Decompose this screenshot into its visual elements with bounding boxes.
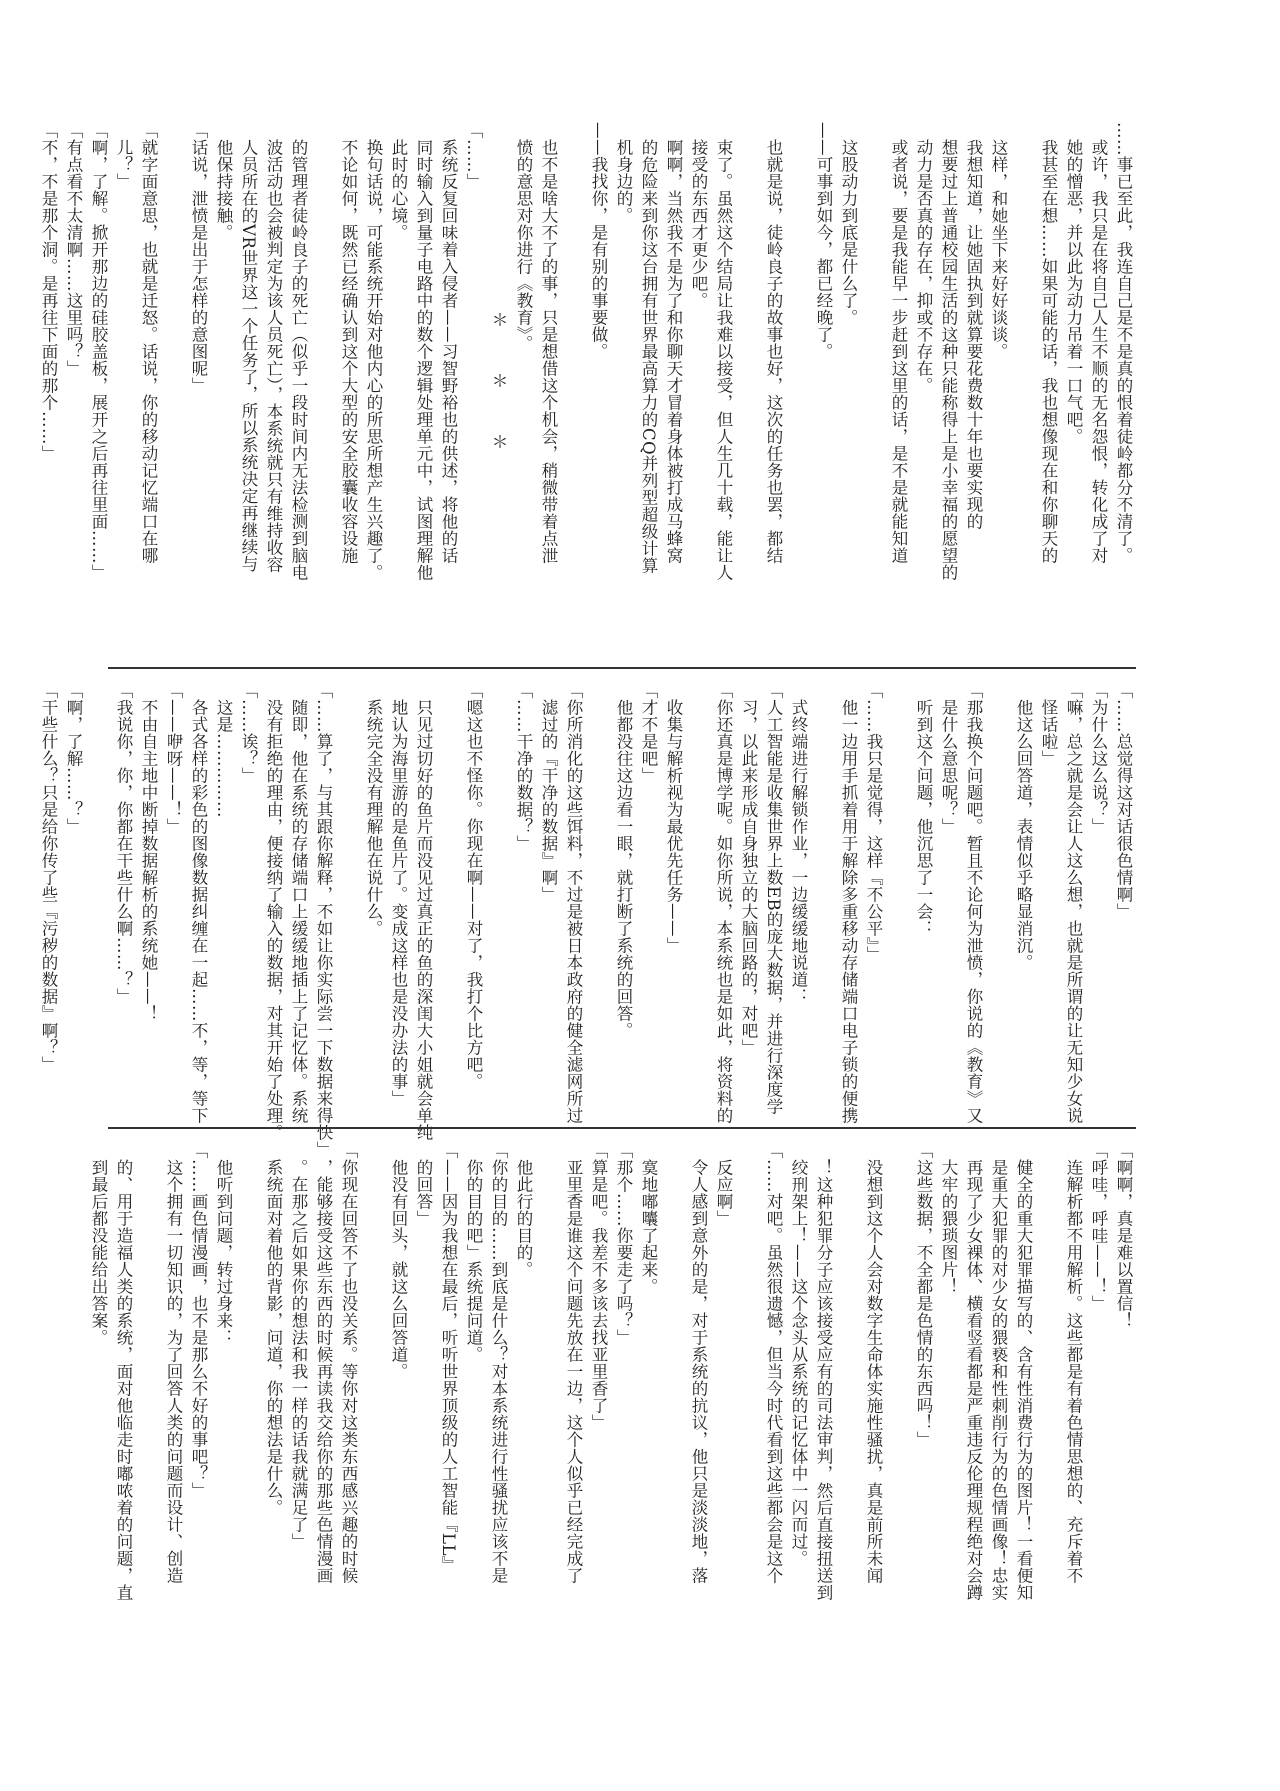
text-line: 想要过上普通校园生活的这种只能称得上是小幸福的愿望的 <box>939 139 958 581</box>
text-line: 是重大犯罪的对少女的猥亵和性刺削行为的色情画像！忠实 <box>989 1159 1008 1601</box>
text-line: 「……对吧。虽然很遗憾，但当今时代看到这些都会是这个 <box>764 1142 783 1584</box>
text-line: 他此行的目的。 <box>514 1159 533 1278</box>
text-line: 他这么回答道，表情似乎略显消沉。 <box>1014 699 1033 971</box>
text-line: 「就字面意思，也就是迁怒。话说，你的移动记忆端口在哪 <box>139 122 158 564</box>
text-line: 他没有回头，就这么回答道。 <box>389 1159 408 1380</box>
text-line: 他一边用手抓着用于解除多重移动存储端口电子锁的便携 <box>839 699 858 1124</box>
text-line: 「我说你，你，你都在干些什么啊……？」 <box>114 682 133 1005</box>
text-line: 「这些数据，不全都是色情的东西吗！」 <box>914 1142 933 1448</box>
text-line: 「你的目的……到底是什么？对本系统进行性骚扰应该不是 <box>489 1142 508 1584</box>
text-line: 「你现在回答不了也没关系。等你对这类东西感兴趣的时候 <box>339 1142 358 1584</box>
text-line: 到最后都没能给出答案。 <box>89 1159 108 1346</box>
text-line: 「啊，了解。掀开那边的硅胶盖板，展开之后再往里面……」 <box>89 122 108 581</box>
text-line: 没想到这个人会对数字生命体实施性骚扰，真是前所未闻 <box>864 1159 883 1584</box>
text-line: 他保持接触。 <box>214 139 233 241</box>
text-line: 「啊啊，真是难以置信！ <box>1114 1142 1133 1329</box>
text-line: 不由自主地中断掉数据解析的系统她——！ <box>139 699 158 1022</box>
text-section-2 <box>39 682 1136 1158</box>
text-line: 或许，我只是在将自己人生不顺的无名怨恨，转化成了对 <box>1089 139 1108 564</box>
text-line: 是什么意思呢？」 <box>939 699 958 835</box>
text-line: 动力是否真的存在，抑或不存在。 <box>914 139 933 394</box>
text-line: 「……诶？」 <box>239 682 258 784</box>
text-line: 「——咿呀——！」 <box>164 682 183 835</box>
text-line: 「话说，泄愤是出于怎样的意图呢」 <box>189 122 208 394</box>
text-line: 的危险来到你这台拥有世界最高算力的CQ并列型超级计算 <box>639 139 658 575</box>
text-line: 「你还真是博学呢。如你所说，本系统也是如此，将资料的 <box>714 682 733 1124</box>
text-line: 「啊，了解……？」 <box>64 682 83 835</box>
text-line: 大牢的猥琐图片！ <box>939 1159 958 1295</box>
text-section-1 <box>39 122 1136 652</box>
text-line: 健全的重大犯罪描写的、含有性消费行为的图片！一看便知 <box>1014 1159 1033 1601</box>
text-section-3 <box>89 1142 1136 1642</box>
text-line: 「干些什么？只是给你传了些『污秽的数据』啊？」 <box>39 682 58 1073</box>
text-line: 啊啊，当然我不是为了和你聊天才冒着身体被打成马蜂窝 <box>664 139 683 564</box>
text-line: 这个拥有一切知识的，为了回答人类的问题而设计、创造 <box>164 1159 183 1584</box>
text-line: 习，以此来形成自身独立的大脑回路的，对吧」 <box>739 699 758 1056</box>
text-line: 绞刑架上！——这个念头从系统的记忆体中一闪而过。 <box>789 1159 808 1567</box>
text-line: 我甚至在想……如果可能的话，我也想像现在和你聊天的 <box>1039 139 1058 564</box>
text-line: 「算是吧。我差不多该去找亚里香了」 <box>589 1142 608 1431</box>
text-line: 「……算了，与其跟你解释，不如让你实际尝一下数据来得快」 <box>314 682 333 1158</box>
text-line: 「……我只是觉得，这样『不公平』」 <box>864 682 883 963</box>
text-line: ，能够接受这些东西的时候再读我交给你的那些色情漫画 <box>314 1159 333 1584</box>
text-line: 只见过切好的鱼片而没见过真正的鱼的深闺大小姐就会单纯 <box>414 699 433 1141</box>
text-line: 接受的东西才更少吧。 <box>689 139 708 309</box>
text-line: 我想知道，让她固执到就算要花费数十年也要实现的 <box>964 139 983 530</box>
text-line: 没有拒绝的理由，便接纳了输入的数据，对其开始了处理。 <box>264 699 283 1141</box>
text-line: 或者说，要是我能早一步赶到这里的话，是不是就能知道 <box>889 139 908 564</box>
text-line: 。在那之后如果你的想法和我一样的话我就满足了」 <box>289 1159 308 1550</box>
text-line: 他都没往这边看一眼，就打断了系统的回答。 <box>614 699 633 1039</box>
text-line: 系统面对着他的背影，问道，你的想法是什么。 <box>264 1159 283 1516</box>
text-line: 地认为海里游的是鱼片了。变成这样也是没办法的事」 <box>389 699 408 1107</box>
text-line: 式终端进行解锁作业，一边缓缓地说道： <box>789 699 808 1005</box>
text-line: ！这种犯罪分子应该接受应有的司法审判，然后直接扭送到 <box>814 1159 833 1601</box>
text-line: 同时输入到量子电路中的数个逻辑处理单元中，试图理解他 <box>414 139 433 581</box>
section-divider <box>108 1127 1136 1129</box>
text-line: 「呼哇，呼哇——！」 <box>1089 1142 1108 1312</box>
text-line: 反应啊」 <box>714 1159 733 1227</box>
text-line: 系统完全没有理解他在说什么。 <box>364 699 383 937</box>
text-line: 「人工智能是收集世界上数EB的庞大数据，并进行深度学 <box>764 682 783 1116</box>
text-line: 「……总觉得这对话很色情啊」 <box>1114 682 1133 920</box>
text-line: 机身边的。 <box>614 139 633 224</box>
text-line: 「不，不是那个洞。是再往下面的那个……」 <box>39 122 58 462</box>
text-line: 不论如何，既然已经确认到这个大型的安全胶囊收容设施 <box>339 139 358 564</box>
text-line: 「——因为我想在最后，听听世界顶级的人工智能『LL』 <box>439 1142 458 1573</box>
text-line: ——可事到如今，都已经晚了。 <box>814 122 833 360</box>
text-line: 「……画色情漫画，也不是那么不好的事吧？」 <box>189 1142 208 1499</box>
text-line: 你的目的吧」系统提问道。 <box>464 1159 483 1363</box>
text-line: 「……」 <box>464 122 483 190</box>
text-line: 听到这个问题，他沉思了一会： <box>914 699 933 937</box>
text-line: 连解析都不用解析。这些都是有着色情思想的、充斥着不 <box>1064 1159 1083 1584</box>
text-line: ＊ ＊ ＊ <box>489 310 508 464</box>
text-line: 令人感到意外的是，对于系统的抗议，他只是淡淡地，落 <box>689 1159 708 1584</box>
text-line: 「嗯这也不怪你。你现在啊——对了，我打个比方吧。 <box>464 682 483 1090</box>
text-line: 这样，和她坐下来好好谈谈。 <box>989 139 1008 360</box>
text-line: 的管理者徒岭良子的死亡（似乎一段时间内无法检测到脑电 <box>289 139 308 581</box>
text-line: 也不是啥大不了的事，只是想借这个机会，稍微带着点泄 <box>539 139 558 564</box>
text-line: 随即，他在系统的存储端口上缓缓地插上了记忆体。系统 <box>289 699 308 1124</box>
text-line: 滤过的『干净的数据』啊」 <box>539 699 558 903</box>
text-line: 儿？」 <box>114 139 133 190</box>
text-line: 「有点看不太清啊……这里吗？」 <box>64 122 83 377</box>
section-divider <box>108 667 1136 669</box>
text-line: 亚里香是谁这个问题先放在一边，这个人似乎已经完成了 <box>564 1159 583 1584</box>
text-line: 此时的心境。 <box>389 139 408 241</box>
text-line: 「你所消化的这些饵料，不过是被日本政府的健全滤网所过 <box>564 682 583 1124</box>
text-line: 系统反复回味着入侵者——习智野裕也的供述，将他的话 <box>439 139 458 564</box>
text-line: 各式各样的彩色的图像数据纠缠在一起……不，等，等下 <box>189 699 208 1124</box>
text-line: 的、用于造福人类的系统，面对他临走时嘟哝着的问题，直 <box>114 1159 133 1601</box>
text-line: 她的憎恶，并以此为动力吊着一口气吧。 <box>1064 139 1083 445</box>
text-line: 收集与解析视为最优先任务——」 <box>664 699 683 954</box>
text-line: 再现了少女裸体、横看竖看都是严重违反伦理规程绝对会蹲 <box>964 1159 983 1601</box>
text-line: 也就是说，徒岭良子的故事也好，这次的任务也罢，都结 <box>764 139 783 564</box>
text-line: 人员所在的VR世界这一个任务了，所以系统决定再继续与 <box>239 139 258 573</box>
text-line: 「……干净的数据？」 <box>514 682 533 852</box>
text-line: 「为什么这么说？」 <box>1089 682 1108 835</box>
text-line: 愤的意思对你进行《教育》。 <box>514 139 533 352</box>
text-line: 「那个……你要走了吗？」 <box>614 1142 633 1346</box>
text-line: ……事已至此，我连自己是不是真的恨着徒岭都分不清了。 <box>1114 122 1133 564</box>
text-line: 怪话啦」 <box>1039 699 1058 767</box>
text-line: 波活动也会被判定为该人员死亡），本系统就只有维持收容 <box>264 139 283 573</box>
text-line: 「才不是吧」 <box>639 682 658 784</box>
text-line: 这是…………… <box>214 699 233 818</box>
text-line: 他听到问题，转过身来： <box>214 1159 233 1346</box>
text-line: 寞地嘟囔了起来。 <box>639 1159 658 1295</box>
text-line: 这股动力到底是什么了。 <box>839 139 858 326</box>
text-line: 换句话说，可能系统开始对他内心的所思所想产生兴趣了。 <box>364 139 383 581</box>
text-line: ——我找你，是有别的事要做。 <box>589 122 608 360</box>
text-line: 「嘛，总之就是会让人这么想，也就是所谓的让无知少女说 <box>1064 682 1083 1124</box>
text-line: 束了。虽然这个结局让我难以接受，但人生几十载，能让人 <box>714 139 733 581</box>
text-line: 的回答」 <box>414 1159 433 1227</box>
text-line: 「那我换个问题吧。暂且不论何为泄愤，你说的《教育》又 <box>964 682 983 1124</box>
